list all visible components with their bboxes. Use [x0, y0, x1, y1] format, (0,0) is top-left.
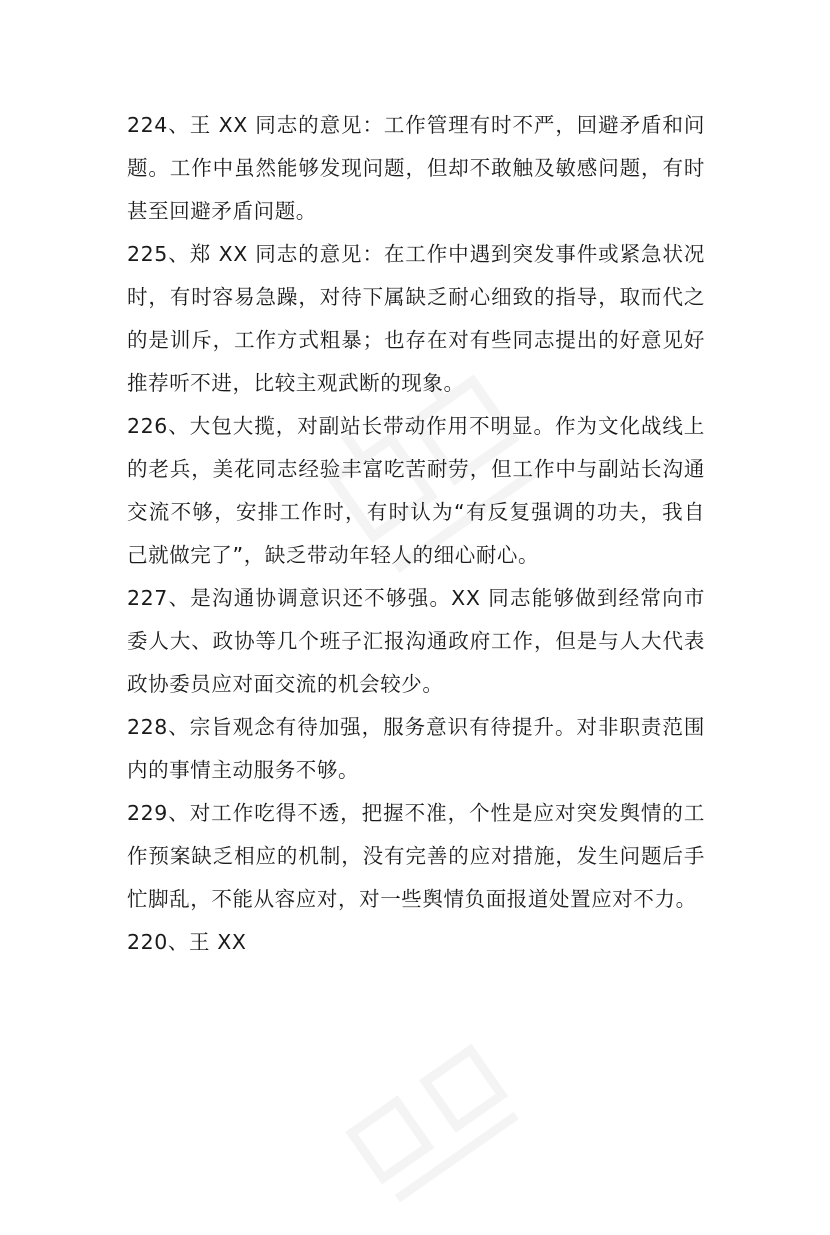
paragraph-226: 226、大包大揽，对副站长带动作用不明显。作为文化战线上的老兵，美花同志经验丰富吃苦耐劳，但工作中与副站长沟通交流不够，安排工作时，有时认为“有反复强调的功夫，我自己就做完了”，缺乏带动年轻人的细心耐心。 — [127, 414, 705, 567]
paragraph-228: 228、宗旨观念有待加强，服务意识有待提升。对非职责范围内的事情主动服务不够。 — [127, 715, 705, 782]
paragraph-227: 227、是沟通协调意识还不够强。XX 同志能够做到经常向市委人大、政协等几个班子汇报沟通政府工作，但是与人大代表政协委员应对面交流的机会较少。 — [127, 586, 705, 696]
paragraph-220: 220、王 XX — [127, 930, 247, 954]
paragraph-225: 225、郑 XX 同志的意见：在工作中遇到突发事件或紧急状况时，有时容易急躁，对待下属缺乏耐心细致的指导，取而代之的是训斥，工作方式粗暴；也存在对有些同志提出的好意见好推荐听不进，比较主观武断的现象。 — [127, 242, 705, 395]
document-body — [127, 104, 705, 964]
watermark-logo-icon — [318, 1005, 562, 1234]
paragraph-229: 229、对工作吃得不透，把握不准，个性是应对突发舆情的工作预案缺乏相应的机制，没有完善的应对措施，发生问题后手忙脚乱，不能从容应对，对一些舆情负面报道处置应对不力。 — [127, 801, 705, 911]
paragraph-224: 224、王 XX 同志的意见：工作管理有时不严，回避矛盾和问题。工作中虽然能够发现问题，但却不敢触及敏感问题，有时甚至回避矛盾问题。 — [127, 113, 705, 223]
